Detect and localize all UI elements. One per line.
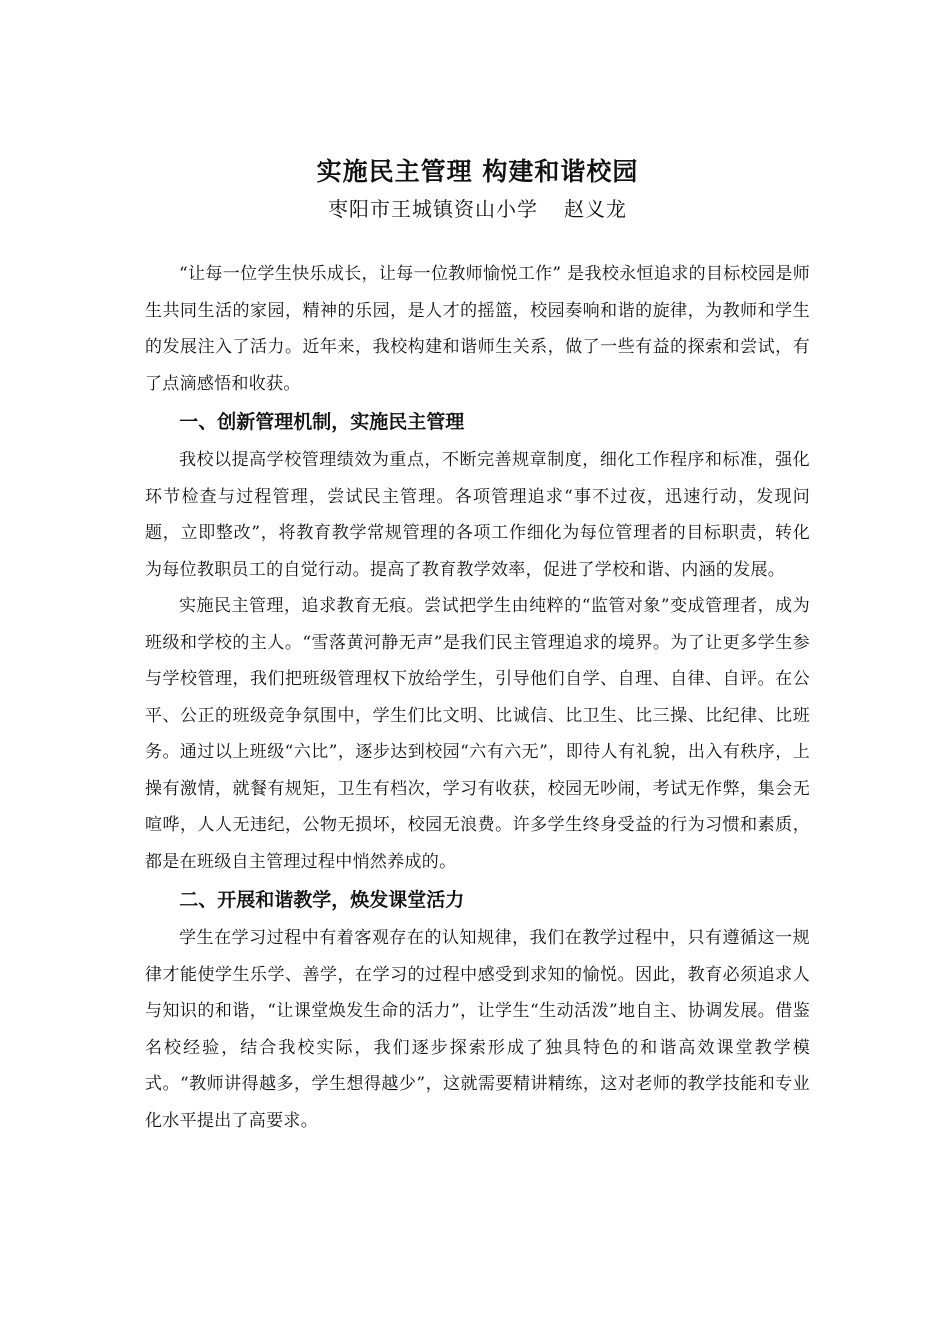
section-1-paragraph-2: 实施民主管理，追求教育无痕。尝试把学生由纯粹的“监管对象”变成管理者，成为班级和学校的主人。“雪落黄河静无声”是我们民主管理追求的境界。为了让更多学生参与学校管理，我们把班级管理权下放给学生，引导他们自学、自理、自律、自评。在公平、公正的班级竞争氛围中，学生们比文明、比诚信、比卫生、比三操、比纪律、比班务。通过以上班级“六比”，逐步达到校园“六有六无”，即待人有礼貌，出入有秩序，上操有激情，就餐有规矩，卫生有档次，学习有收获，校园无吵闹，考试无作弊，集会无喧哗，人人无违纪，公物无损坏，校园无浪费。许多学生终身受益的行为习惯和素质，都是在班级自主管理过程中悄然养成的。 (145, 596, 810, 872)
intro-paragraph: “让每一位学生快乐成长，让每一位教师愉悦工作” 是我校永恒追求的目标校园是师生共同生活的家园，精神的乐园，是人才的摇篮，校园奏响和谐的旋律，为教师和学生的发展注入了活力。近年来，我校构建和谐师生关系，做了一些有益的探索和尝试，有了点滴感悟和收获。 (145, 264, 810, 394)
section-1-heading: 一、创新管理机制，实施民主管理 (179, 411, 465, 433)
author-name: 赵义龙 (564, 197, 627, 221)
document-page (145, 150, 810, 1139)
section-2-paragraph-1: 学生在学习过程中有着客观存在的认知规律，我们在教学过程中，只有遵循这一规律才能使学生乐学、善学，在学习的过程中感受到求知的愉悦。因此，教育必须追求人与知识的和谐，“让课堂焕发生命的活力”，让学生“生动活泼”地自主、协调发展。借鉴名校经验，结合我校实际，我们逐步探索形成了独具特色的和谐高效课堂教学模式。“教师讲得越多，学生想得越少”，这就需要精讲精练，这对老师的教学技能和专业化水平提出了高要求。 (145, 928, 810, 1131)
section-1-paragraph-1: 我校以提高学校管理绩效为重点，不断完善规章制度，细化工作程序和标准，强化环节检查与过程管理，尝试民主管理。各项管理追求“事不过夜，迅速行动，发现问题，立即整改”，将教育教学常规管理的各项工作细化为每位管理者的目标职责，转化为每位教职员工的自觉行动。提高了教育教学效率，促进了学校和谐、内涵的发展。 (145, 450, 810, 580)
section-2-heading: 二、开展和谐教学，焕发课堂活力 (179, 889, 465, 911)
document-title: 实施民主管理 构建和谐校园 (316, 157, 639, 186)
author-school: 枣阳市王城镇资山小学 (328, 197, 538, 221)
author-line (145, 194, 810, 224)
